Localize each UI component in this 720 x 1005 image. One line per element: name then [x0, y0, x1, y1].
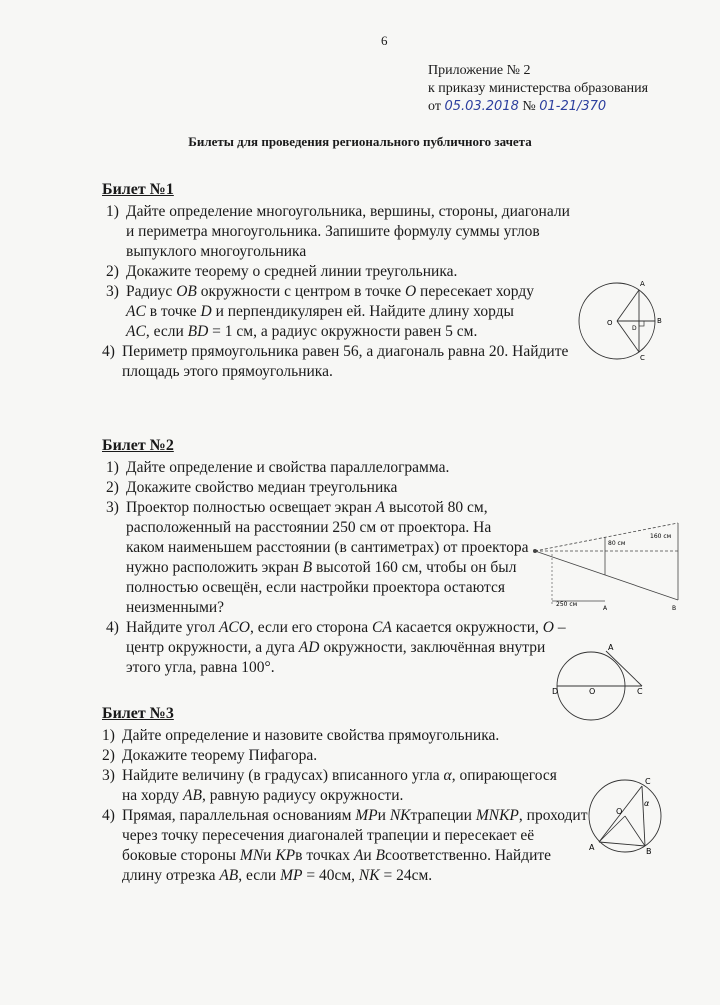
text-part: и	[377, 807, 390, 824]
ticket-2-title: Билет №2	[102, 437, 174, 454]
label-b: B	[657, 317, 662, 325]
math-var: AD	[298, 639, 320, 656]
question-text: Дайте определение и назовите свойства прямоугольника.	[122, 727, 500, 744]
question-number: 3)	[106, 499, 119, 516]
math-var: CA	[372, 619, 392, 636]
label-a: A	[589, 843, 595, 852]
tangent-ca	[606, 651, 642, 686]
appendix-date: 05.03.2018	[444, 99, 519, 114]
math-var: O	[404, 283, 417, 300]
label-o: O	[616, 807, 623, 816]
label-d: D	[552, 687, 559, 696]
text-part: высотой 160 см, чтобы он был полностью освещён, если настройки проектора остаются неизменными?	[126, 559, 517, 616]
label-c: C	[637, 687, 643, 696]
text-part: , если	[238, 867, 281, 884]
ticket-2-question-4	[102, 618, 566, 678]
question-text: Докажите свойство медиан треугольника	[126, 479, 398, 496]
ticket-3-question-1	[102, 726, 582, 746]
question-number: 4)	[102, 807, 115, 824]
radius-oa	[599, 816, 625, 842]
text-part: Прямая, параллельная основаниям	[122, 807, 356, 824]
page-title: Билеты для проведения регионального публичного зачета	[188, 134, 532, 149]
math-var: KP	[275, 847, 296, 864]
question-text: Дайте определение многоугольника, вершины, стороны, диагонали и периметра многоугольника. Запишите формулу суммы углов выпуклого многоугольника	[126, 203, 570, 260]
math-var: MN	[239, 847, 264, 864]
ticket-1-question-2	[102, 262, 582, 282]
label-a: A	[603, 605, 608, 612]
math-var: NK	[389, 807, 411, 824]
chord-cb	[642, 786, 645, 846]
chord-ab	[599, 842, 645, 846]
text-part: и	[263, 847, 276, 864]
label-alpha: α	[644, 799, 650, 808]
question-number: 2)	[106, 479, 119, 496]
math-var: α	[443, 767, 452, 784]
text-part: = 24см.	[379, 867, 433, 884]
label-250: 250 см	[556, 601, 578, 608]
tangent-figure	[548, 640, 648, 700]
text-part: окружности, заключённая внутри этого угла, равна 100°.	[126, 639, 546, 676]
appendix-line-3	[428, 98, 648, 116]
math-var: AC	[126, 323, 146, 340]
math-var: A	[353, 847, 364, 864]
text-part: , если его сторона	[249, 619, 372, 636]
ticket-3-question-4	[102, 806, 592, 886]
question-number: 4)	[106, 619, 119, 636]
appendix-line-1: Приложение № 2	[428, 63, 531, 78]
label-d: D	[632, 325, 637, 332]
math-var: MP	[355, 807, 378, 824]
question-number: 2)	[106, 263, 119, 280]
label-b: B	[672, 605, 677, 612]
text-part: – центр окружности, а дуга	[126, 619, 566, 656]
label-a: A	[640, 280, 645, 288]
lower-beam	[535, 551, 678, 600]
question-number: 1)	[102, 727, 115, 744]
question-number: 1)	[106, 203, 119, 220]
math-var: AB	[183, 787, 202, 804]
question-text: Докажите теорему Пифагора.	[122, 747, 318, 764]
text-part: Найдите угол	[126, 619, 219, 636]
ticket-2-question-1	[102, 458, 626, 478]
page-number: 6	[381, 33, 388, 48]
ticket-1-title: Билет №1	[102, 181, 174, 198]
math-var: OB	[176, 283, 197, 300]
math-var: MP	[280, 867, 303, 884]
text-part: = 40см,	[302, 867, 359, 884]
question-text: Периметр прямоугольника равен 56, а диагональ равна 20. Найдите площадь этого прямоугольника.	[122, 343, 569, 380]
label-c: C	[645, 777, 651, 786]
text-part: окружности с центром в точке	[196, 283, 405, 300]
question-number: 4)	[102, 343, 115, 360]
chord-circle-figure	[572, 276, 662, 366]
question-number: 2)	[102, 747, 115, 764]
text-part: = 1 см, а радиус окружности равен 5 см.	[208, 323, 478, 340]
text-part: , если	[145, 323, 188, 340]
ticket-1-question-3	[102, 282, 536, 342]
text-part: соответственно. Найдите длину отрезка	[122, 847, 552, 884]
label-o: O	[607, 319, 613, 327]
ticket-1-question-1	[102, 202, 582, 262]
text-part: и перпендикулярен ей. Найдите длину хорды	[211, 303, 514, 320]
label-b: B	[646, 847, 652, 856]
text-part: высотой 80 см, расположенный на расстоянии 250 см от проектора. На каком наименьшем расстоянии (в сантиметрах) от проектора нужно расположить экран	[126, 499, 529, 576]
appendix-line-2: к приказу министерства образования	[428, 81, 649, 96]
segment-oa	[617, 290, 639, 321]
math-var: B	[302, 559, 313, 576]
text-part: пересекает хорду	[416, 283, 534, 300]
question-number: 3)	[106, 283, 119, 300]
ticket-3	[102, 704, 588, 886]
label-o: O	[589, 687, 596, 696]
text-part: Найдите величину (в градусах) вписанного угла	[122, 767, 444, 784]
math-var: B	[375, 847, 385, 864]
math-var: MNKP	[475, 807, 519, 824]
math-var: A	[375, 499, 386, 516]
ticket-3-question-3	[102, 766, 574, 806]
math-var: BD	[187, 323, 209, 340]
question-text: Дайте определение и свойства параллелограмма.	[126, 459, 450, 476]
radius-ob	[625, 816, 645, 846]
ticket-3-question-2	[102, 746, 582, 766]
ticket-2-question-2	[102, 478, 532, 498]
label-c: C	[640, 354, 645, 362]
projector-point	[533, 549, 537, 553]
math-var: D	[200, 303, 212, 320]
question-number: 3)	[102, 767, 115, 784]
math-var: ACO	[218, 619, 250, 636]
label-80: 80 см	[608, 540, 626, 547]
appendix-header	[428, 62, 648, 116]
appendix-from: от	[428, 99, 441, 114]
label-160: 160 см	[650, 533, 672, 540]
text-part: в точке	[145, 303, 201, 320]
ticket-2-question-3	[102, 498, 532, 618]
ticket-1-question-4	[102, 342, 582, 382]
text-part: и	[363, 847, 376, 864]
question-text: Докажите теорему о средней линии треугольника.	[126, 263, 458, 280]
ticket-2	[102, 436, 566, 678]
text-part: Проектор полностью освещает экран	[126, 499, 376, 516]
text-part: трапеции	[410, 807, 476, 824]
appendix-number-label: №	[522, 99, 536, 114]
label-a: A	[608, 643, 614, 652]
text-part: , опирающегося на хорду	[122, 767, 557, 804]
math-var: NK	[358, 867, 380, 884]
text-part: , проходит через точку пересечения диагоналей трапеции и пересекает её боковые стороны	[122, 807, 588, 864]
text-part: в точках	[295, 847, 354, 864]
question-number: 1)	[106, 459, 119, 476]
math-var: O	[542, 619, 554, 636]
ticket-3-title: Билет №3	[102, 705, 174, 722]
ticket-1	[102, 180, 582, 382]
math-var: AB	[219, 867, 239, 884]
inscribed-angle-figure	[585, 776, 675, 856]
text-part: Радиус	[126, 283, 177, 300]
text-part: , равную радиусу окружности.	[201, 787, 404, 804]
appendix-number: 01-21/370	[539, 99, 607, 114]
projector-figure	[530, 518, 685, 610]
math-var: AC	[126, 303, 146, 320]
text-part: касается окружности,	[391, 619, 543, 636]
right-angle-mark	[639, 321, 644, 326]
